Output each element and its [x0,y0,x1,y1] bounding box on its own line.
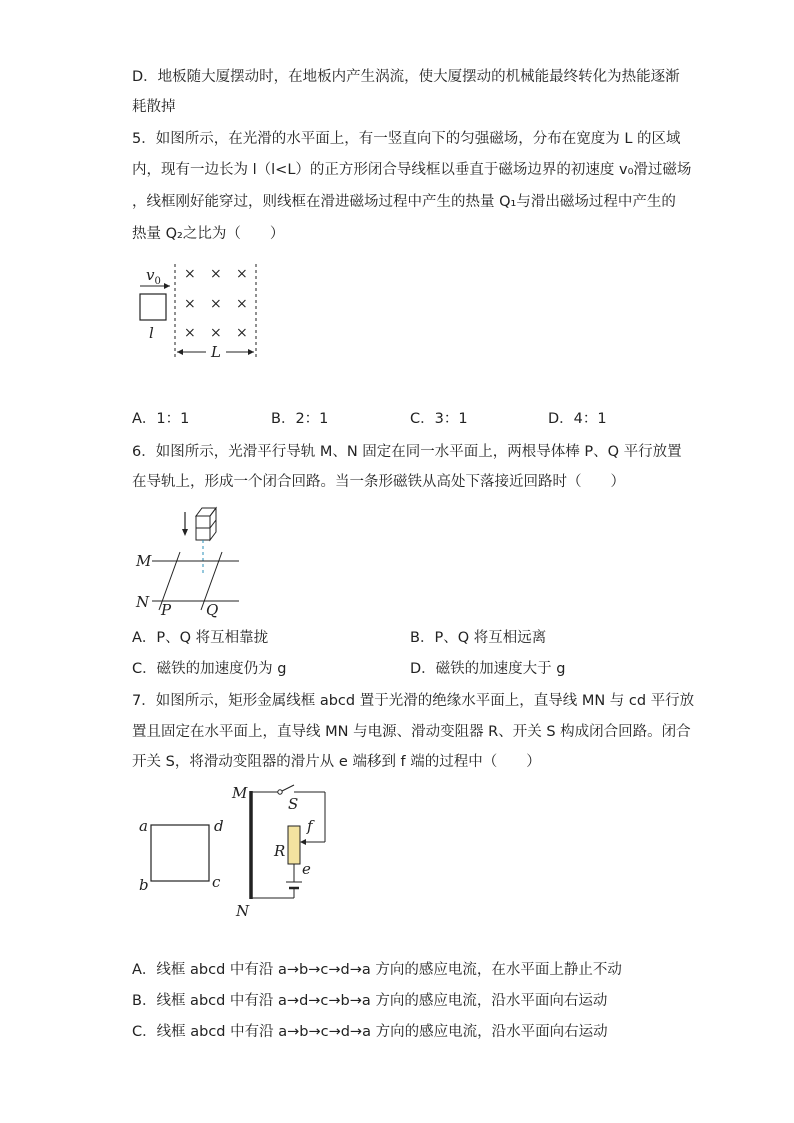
q7-label-f: f [307,817,313,835]
svg-text:×: × [236,325,248,341]
q6-rail-n-label: N [136,593,150,611]
q6-rail-m-label: M [136,552,152,570]
q6-figure [132,500,252,620]
q6-rod-p-label: P [161,601,172,619]
q7-stem-line2: 置且固定在水平面上，直导线 MN 与电源、滑动变阻器 R、开关 S 构成闭合回路。闭合 [132,724,691,740]
q7-figure [132,780,342,925]
q7-label-n: N [236,902,250,920]
q7-slider-arrow [300,839,306,845]
svg-text:×: × [236,266,248,282]
q6-rod-q-label: Q [206,601,219,619]
svg-text:×: × [184,266,196,282]
q5-option-d[interactable]: D．4：1 [548,411,607,427]
svg-text:×: × [210,296,222,312]
q7-battery [286,882,302,888]
q6-stem-line1: 6．如图所示，光滑平行导轨 M、N 固定在同一水平面上，两根导体棒 P、Q 平行放置 [132,444,682,460]
q5-option-a[interactable]: A．1：1 [132,411,190,427]
q5-option-c[interactable]: C．3：1 [410,411,468,427]
svg-text:×: × [184,296,196,312]
q5-figure [132,256,272,368]
q5-stem-line2: 内，现有一边长为 l（l<L）的正方形闭合导线框以垂直于磁场边界的初速度 v₀滑过磁场 [132,162,692,178]
q5-stem-line3: ，线框刚好能穿过，则线框在滑进磁场过程中产生的热量 Q₁与滑出磁场过程中产生的 [132,194,676,210]
q5-field-marks [184,266,248,341]
q5-width-label: L [211,343,221,361]
q7-label-e: e [302,860,311,878]
q7-label-m: M [232,784,248,802]
q7-label-s: S [288,795,299,813]
q6-option-c[interactable]: C．磁铁的加速度仍为 g [132,661,287,677]
q7-option-b[interactable]: B．线框 abcd 中有沿 a→d→c→b→a 方向的感应电流，沿水平面向右运动 [132,993,608,1009]
svg-text:×: × [236,296,248,312]
q7-stem-line1: 7．如图所示，矩形金属线框 abcd 置于光滑的绝缘水平面上，直导线 MN 与 cd 平行放 [132,693,695,709]
q6-option-b[interactable]: B．P、Q 将互相远离 [410,630,547,646]
q7-rheostat [288,826,300,864]
q7-rect-frame-abcd [151,825,209,881]
q5-stem-line1: 5．如图所示，在光滑的水平面上，有一竖直向下的匀强磁场，分布在宽度为 L 的区域 [132,131,681,147]
q5-option-b[interactable]: B．2：1 [271,411,329,427]
q7-label-d: d [214,817,224,835]
q4-option-d-line1: D．地板随大厦摆动时，在地板内产生涡流，使大厦摆动的机械能最终转化为热能逐渐 [132,69,680,85]
svg-text:×: × [184,325,196,341]
svg-text:×: × [210,325,222,341]
q6-stem-line2: 在导轨上，形成一个闭合回路。当一条形磁铁从高处下落接近回路时（ ） [132,474,625,490]
q7-label-c: c [212,873,221,891]
q7-label-r: R [274,842,286,860]
svg-text:×: × [210,266,222,282]
q6-bar-magnet [196,508,216,540]
q6-option-d[interactable]: D．磁铁的加速度大于 g [410,661,566,677]
q5-velocity-label: $v_0$ [146,266,161,287]
q5-frame-label: l [149,324,154,342]
q7-label-a: a [139,817,148,835]
q7-switch-pivot [278,790,282,794]
q7-option-a[interactable]: A．线框 abcd 中有沿 a→b→c→d→a 方向的感应电流，在水平面上静止不动 [132,962,622,978]
q7-option-c[interactable]: C．线框 abcd 中有沿 a→b→c→d→a 方向的感应电流，沿水平面向右运动 [132,1024,608,1040]
q7-stem-line3: 开关 S，将滑动变阻器的滑片从 e 端移到 f 端的过程中（ ） [132,754,541,770]
q5-square-frame [140,294,166,320]
q4-option-d-line2: 耗散掉 [132,99,176,115]
q6-option-a[interactable]: A．P、Q 将互相靠拢 [132,630,269,646]
q5-stem-line4: 热量 Q₂之比为（ ） [132,226,285,242]
q7-label-b: b [139,876,149,894]
